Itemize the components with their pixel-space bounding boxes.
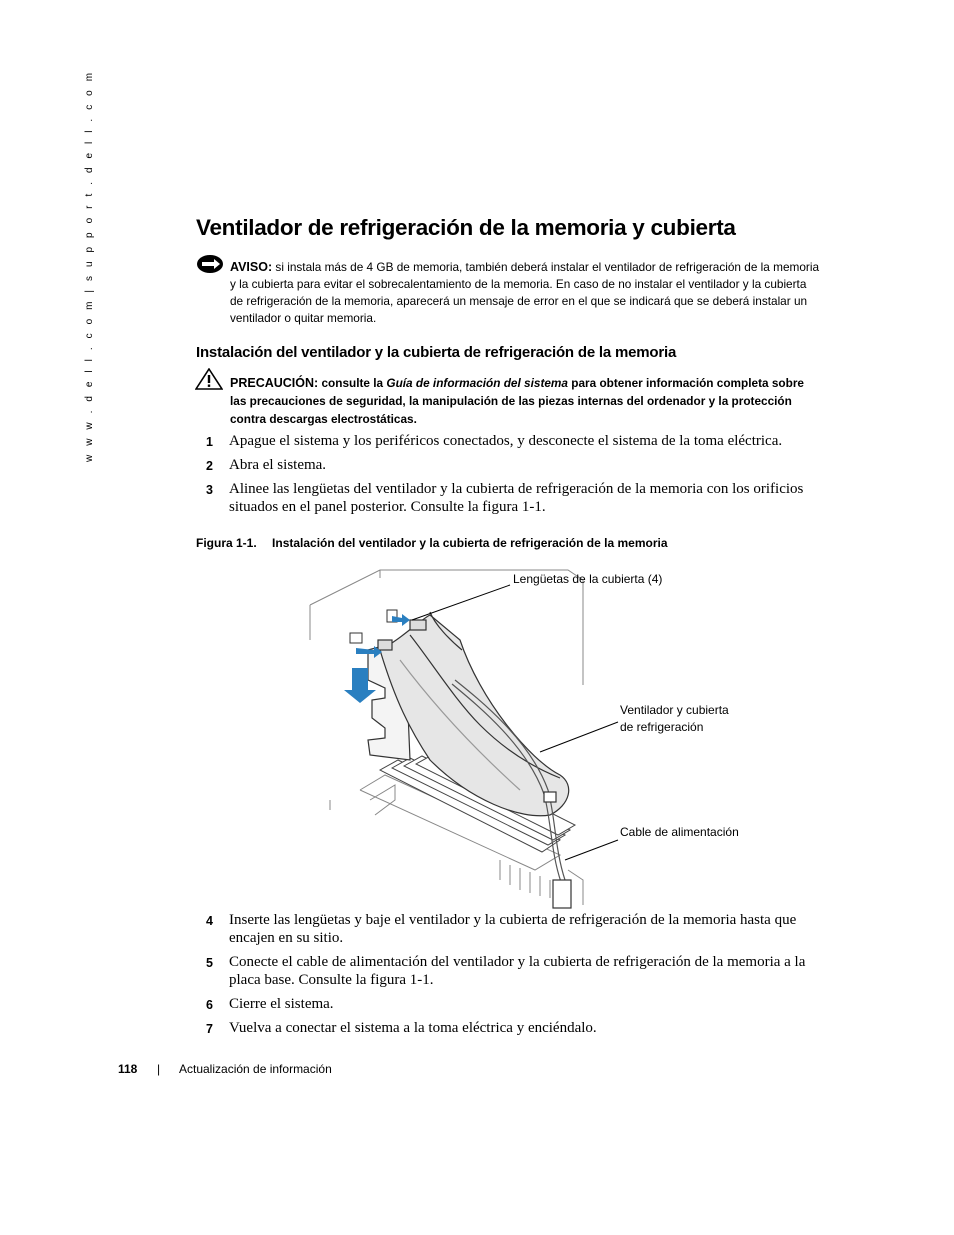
blue-arrows [344, 614, 410, 703]
step-text: Vuelva a conectar el sistema a la toma eléctrica y enciéndalo. [229, 1020, 597, 1036]
step-text: Cierre el sistema. [229, 996, 334, 1012]
step-item [196, 995, 816, 1013]
step-number: 2 [206, 459, 213, 473]
step-item [196, 480, 816, 516]
steps-list-b [196, 911, 816, 1043]
steps-list-a [196, 432, 816, 522]
callout-cable: Cable de alimentación [620, 825, 739, 839]
figure-label: Figura 1-1. [196, 536, 257, 550]
page-title: Ventilador de refrigeración de la memoria y cubierta [196, 215, 736, 240]
step-number: 7 [206, 1022, 213, 1036]
caution-guide-title: Guía de información del sistema [386, 376, 568, 390]
step-number: 1 [206, 435, 213, 449]
step-item [196, 1019, 816, 1037]
step-item [196, 911, 816, 947]
caution-text-before: consulte la [321, 376, 384, 390]
callout-fan-line2: de refrigeración [620, 720, 704, 734]
figure-caption [196, 536, 668, 550]
notice-icon [196, 254, 224, 274]
caution-label: PRECAUCIÓN: [230, 376, 319, 390]
step-text: Alinee las lengüetas del ventilador y la cubierta de refrigeración de la memoria con los orificios situados en el panel posterior. Consulte la figura 1-1. [229, 481, 804, 515]
step-number: 3 [206, 483, 213, 497]
side-url: w w w . d e l l . c o m | s u p p o r t . d e l l . c o m [84, 69, 95, 462]
section-title: Instalación del ventilador y la cubierta de refrigeración de la memoria [196, 344, 677, 361]
step-number: 4 [206, 914, 213, 928]
callout-fan-line1: Ventilador y cubierta [620, 703, 729, 717]
footer-section: Actualización de información [179, 1062, 332, 1076]
step-text: Inserte las lengüetas y baje el ventilador y la cubierta de refrigeración de la memoria hasta que encajen en su sitio. [229, 912, 797, 946]
step-text: Apague el sistema y los periféricos conectados, y desconecte el sistema de la toma eléctrica. [229, 433, 783, 449]
warning-triangle-icon [195, 368, 223, 390]
step-text: Abra el sistema. [229, 457, 327, 473]
notice-block [230, 259, 820, 327]
caution-block [230, 374, 820, 428]
step-number: 5 [206, 956, 213, 970]
notice-text: si instala más de 4 GB de memoria, también deberá instalar el ventilador de refrigeración de la memoria y la cubierta para evitar el sobrecalentamiento de la memoria. En caso de no instalar el ventilador y la cubierta de refrigeración de la memoria, aparecerá un mensaje de error en el que se indicará que se deberá instalar un ventilador o quitar memoria. [230, 260, 820, 325]
callout-tabs: Lengüetas de la cubierta (4) [513, 572, 663, 586]
figure-caption-text: Instalación del ventilador y la cubierta de refrigeración de la memoria [272, 536, 668, 550]
step-number: 6 [206, 998, 213, 1012]
step-item [196, 432, 816, 450]
step-text: Conecte el cable de alimentación del ventilador y la cubierta de refrigeración de la memoria a la placa base. Consulte la figura 1-1. [229, 954, 806, 988]
step-item [196, 953, 816, 989]
page-number: 118 [118, 1062, 138, 1076]
caution-text-after: para obtener información completa sobre las precauciones de seguridad, la manipulación de las piezas internas del ordenador y la protección contra descargas electrostáticas. [230, 376, 804, 426]
step-item [196, 456, 816, 474]
footer-separator: | [157, 1062, 161, 1076]
notice-label: AVISO: [230, 260, 273, 274]
